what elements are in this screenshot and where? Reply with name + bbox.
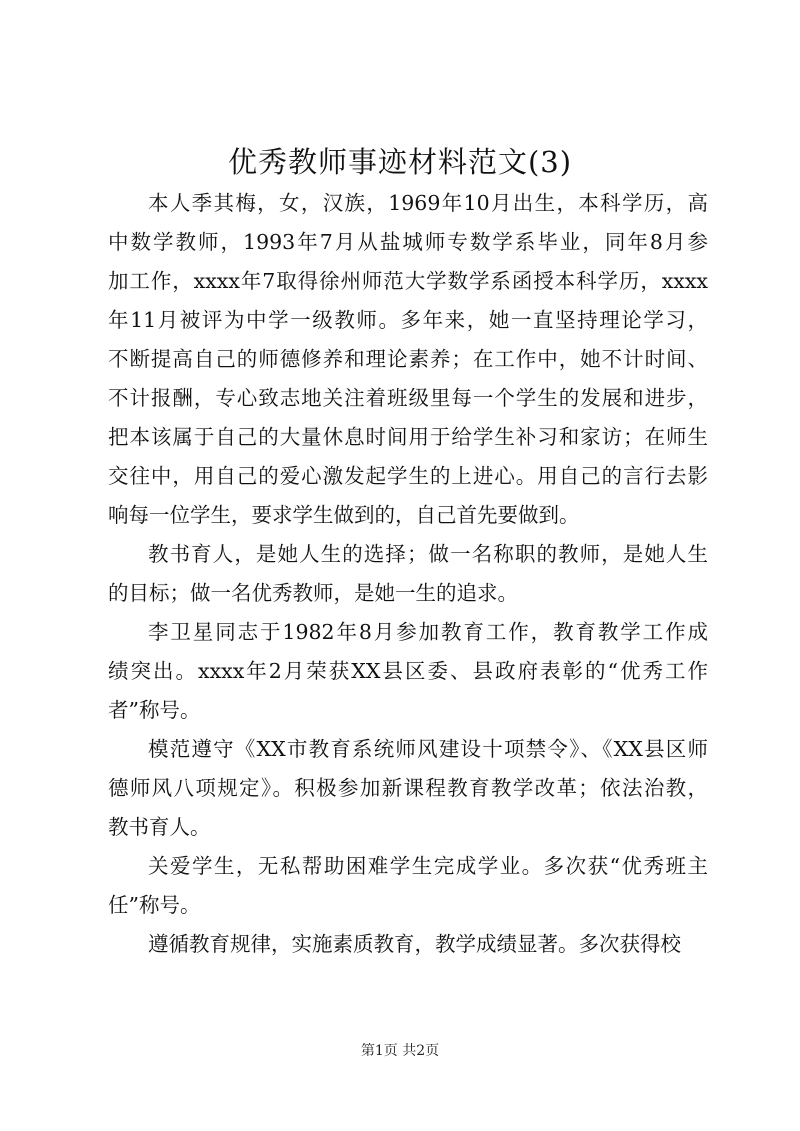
- paragraph-line: 把本该属于自己的大量休息时间用于给学生补习和家访；在师生: [108, 425, 708, 449]
- paragraph: [108, 847, 708, 925]
- paragraph-line: 加工作，xxxx年7取得徐州师范大学数学系函授本科学历，xxxx: [108, 269, 708, 293]
- paragraph-line: 任”称号。: [108, 893, 201, 917]
- paragraph-line: 年11月被评为中学一级教师。多年来，她一直坚持理论学习，: [108, 308, 708, 332]
- paragraph-line: 关爱学生，无私帮助困难学生完成学业。多次获“优秀班主: [148, 854, 708, 878]
- paragraph: [108, 730, 708, 847]
- paragraph-line: 响每一位学生，要求学生做到的，自己首先要做到。: [108, 503, 580, 527]
- page-footer: 第1页 共2页: [360, 1043, 440, 1059]
- paragraph-line: 教书育人。: [108, 815, 211, 839]
- paragraph: [108, 925, 708, 964]
- paragraph: [108, 535, 708, 613]
- document-title: 优秀教师事迹材料范文(3): [227, 145, 573, 179]
- paragraph-line: 的目标；做一名优秀教师，是她一生的追求。: [108, 581, 518, 605]
- paragraph-line: 绩突出。xxxx年2月荣获XX县区委、县政府表彰的“优秀工作: [108, 659, 708, 683]
- paragraph-line: 不断提高自己的师德修养和理论素养；在工作中，她不计时间、: [108, 347, 708, 371]
- paragraph-line: 者”称号。: [108, 698, 201, 722]
- paragraph-line: 交往中，用自己的爱心激发起学生的上进心。用自己的言行去影: [108, 464, 708, 488]
- paragraph: [108, 184, 708, 535]
- paragraph-line: 李卫星同志于1982年8月参加教育工作，教育教学工作成: [148, 620, 708, 644]
- paragraph-line: 模范遵守《XX市教育系统师风建设十项禁令》、《XX县区师: [148, 737, 708, 761]
- paragraph-line: 教书育人，是她人生的选择；做一名称职的教师，是她人生: [148, 542, 708, 566]
- paragraph-line: 德师风八项规定》。积极参加新课程教育教学改革；依法治教，: [108, 776, 708, 800]
- paragraph-line: 中数学教师，1993年7月从盐城师专数学系毕业，同年8月参: [108, 230, 708, 254]
- paragraph-line: 遵循教育规律，实施素质教育，教学成绩显著。多次获得校: [148, 932, 681, 956]
- paragraph-line: 本人季其梅，女，汉族，1969年10月出生，本科学历，高: [148, 191, 708, 215]
- document-body: [108, 184, 708, 964]
- paragraph-line: 不计报酬，专心致志地关注着班级里每一个学生的发展和进步，: [108, 386, 708, 410]
- paragraph: [108, 613, 708, 730]
